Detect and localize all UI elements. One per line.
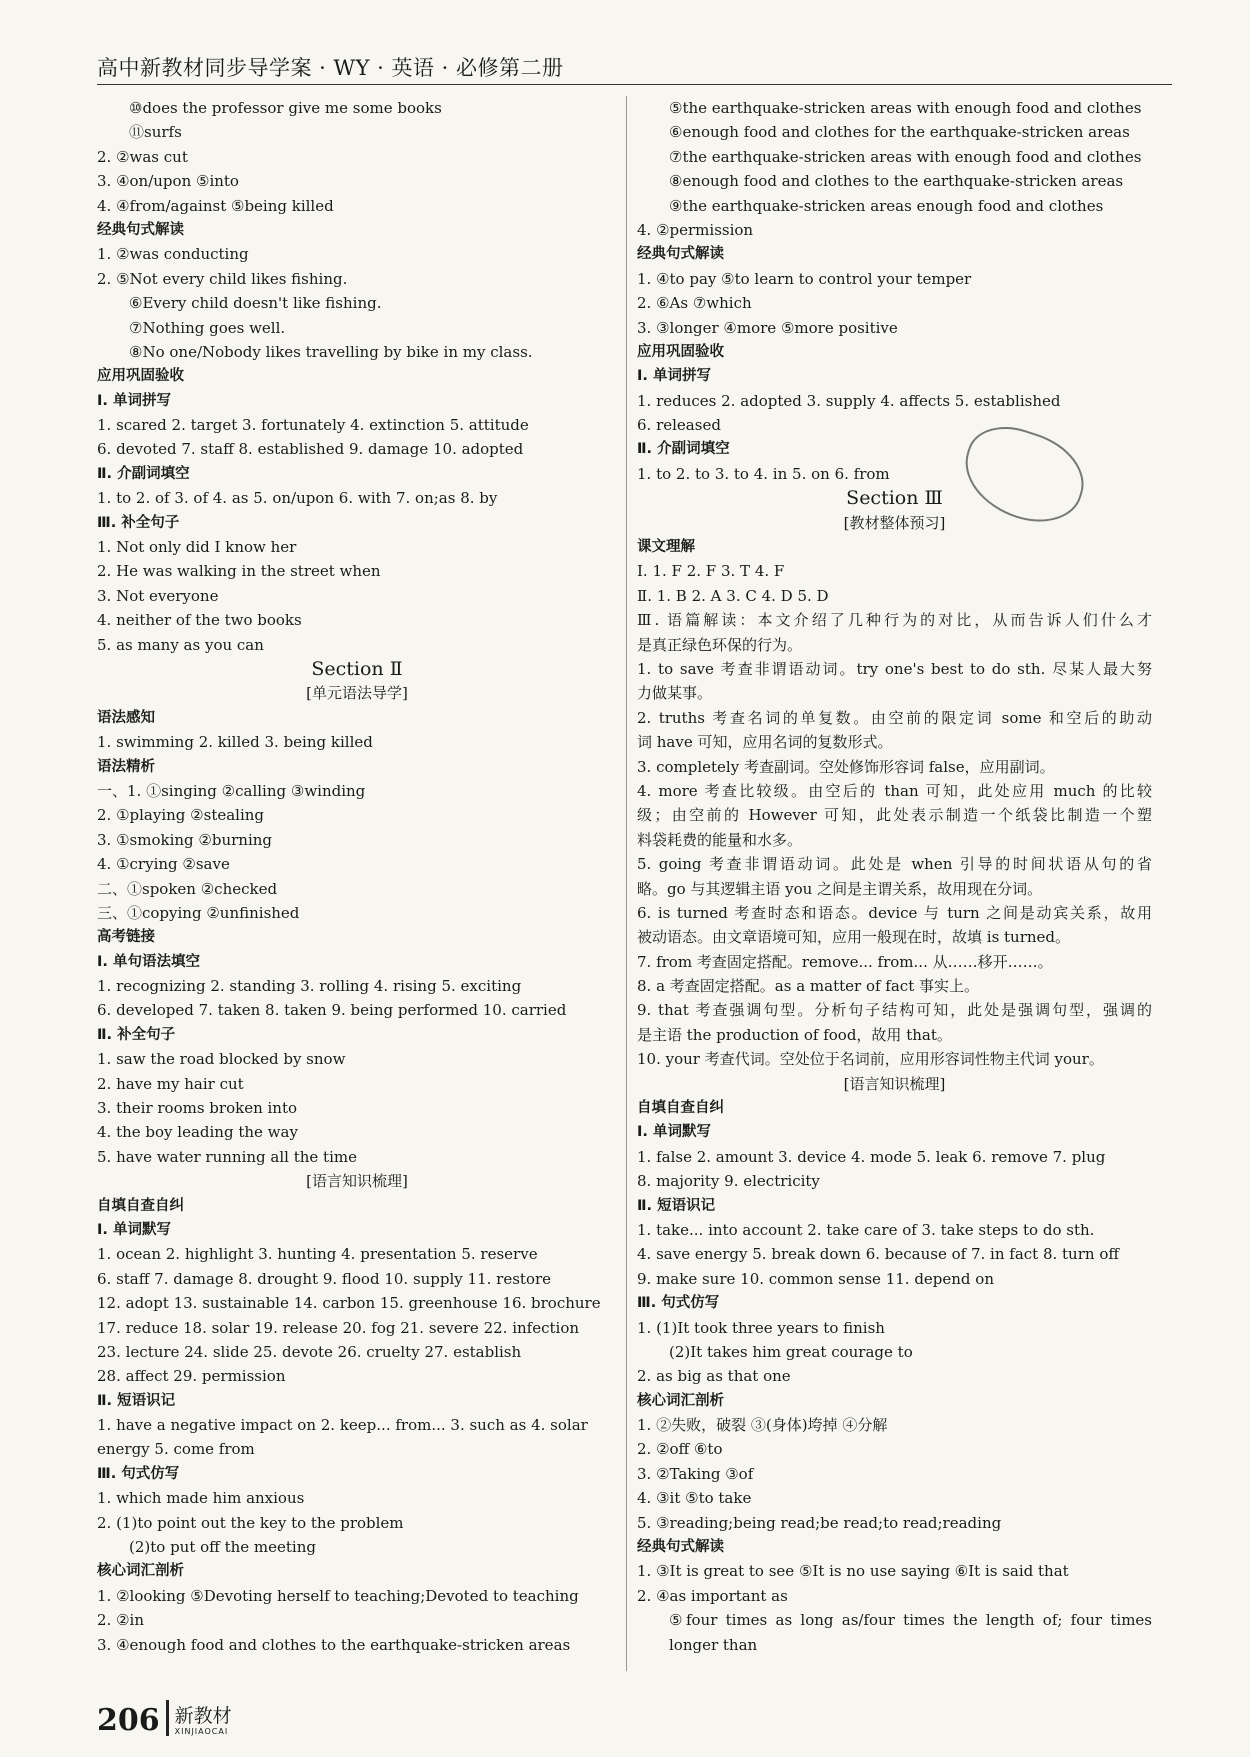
- right-line: longer than: [669, 1635, 758, 1654]
- right-line: Ⅰ. 单词默写: [637, 1124, 711, 1141]
- page-number: 206: [97, 1703, 160, 1738]
- left-line: 28. affect 29. permission: [97, 1367, 286, 1386]
- left-line: 自填自查自纠: [97, 1197, 184, 1214]
- left-line: energy 5. come from: [97, 1440, 255, 1459]
- right-line: 6. released: [637, 416, 721, 435]
- left-line: 2. ②in: [97, 1611, 144, 1630]
- right-line: 7. from 考查固定搭配。remove... from... 从……移开……。: [637, 952, 1053, 971]
- running-header: 高中新教材同步导学案 · WY · 英语 · 必修第二册: [97, 56, 564, 80]
- left-line: 4. ①crying ②save: [97, 855, 230, 874]
- left-line: 2. ⑤Not every child likes fishing.: [97, 269, 348, 288]
- left-line: 17. reduce 18. solar 19. release 20. fog 21. severe 22. infection: [97, 1318, 580, 1337]
- left-line: ⑩does the professor give me some books: [129, 99, 442, 117]
- left-line: Ⅱ. 短语识记: [97, 1392, 176, 1409]
- right-line: 2. ②off ⑥to: [637, 1440, 723, 1459]
- page-footer: [97, 1700, 232, 1736]
- left-line: Ⅲ. 补全句子: [97, 514, 180, 531]
- right-line: 力做某事。: [637, 684, 713, 703]
- right-line: 1. ②失败，破裂 ③(身体)垮掉 ④分解: [637, 1416, 888, 1435]
- right-line: 经典句式解读: [637, 1539, 724, 1556]
- left-column: [97, 96, 617, 1657]
- left-line: 2. have my hair cut: [97, 1074, 244, 1093]
- right-line: Ⅱ. 短语识记: [637, 1197, 716, 1214]
- right-line: ⑨the earthquake-stricken areas enough food and clothes: [669, 196, 1104, 215]
- right-line: 2. ⑥As ⑦which: [637, 294, 752, 313]
- right-line: 1. take... into account 2. take care of 3. take steps to do sth.: [637, 1220, 1095, 1239]
- left-line: Ⅰ. 单词拼写: [97, 392, 171, 409]
- right-line: Ⅲ. 语篇解读：本文介绍了几种行为的对比，从而告诉人们什么才: [637, 611, 1152, 630]
- left-line: 2. ①playing ②stealing: [97, 806, 265, 825]
- right-line: 级；由空前的 However 可知，此处表示制造一个纸袋比制造一个塑: [637, 806, 1152, 825]
- left-line: 语法感知: [97, 709, 155, 726]
- right-line: 4. more 考查比较级。由空后的 than 可知，此处应用 much 的比较: [637, 781, 1152, 800]
- right-line: 是主语 the production of food，故用 that。: [637, 1025, 952, 1044]
- left-line: 3. ①smoking ②burning: [97, 830, 272, 849]
- left-line: 1. ②looking ⑤Devoting herself to teaching;Devoted to teaching: [97, 1586, 579, 1605]
- right-line: 核心词汇剖析: [637, 1392, 724, 1409]
- left-line: 3. their rooms broken into: [97, 1099, 298, 1118]
- right-line: Ⅰ. 1. F 2. F 3. T 4. F: [637, 562, 785, 581]
- left-line: 三、①copying ②unfinished: [97, 903, 300, 922]
- right-line: (2)It takes him great courage to: [669, 1342, 913, 1361]
- right-line: [教材整体预习]: [843, 513, 946, 532]
- left-line: 1. ocean 2. highlight 3. hunting 4. presentation 5. reserve: [97, 1245, 538, 1264]
- left-line: 1. which made him anxious: [97, 1489, 305, 1508]
- right-line: 课文理解: [637, 539, 695, 556]
- left-line: ⑥Every child doesn't like fishing.: [129, 294, 382, 313]
- right-line: ⑧enough food and clothes to the earthquake-stricken areas: [669, 172, 1124, 191]
- right-line: 1. to 2. to 3. to 4. in 5. on 6. from: [637, 464, 890, 483]
- right-line: 9. that 考查强调句型。分析句子结构可知，此处是强调句型，强调的: [637, 1001, 1152, 1020]
- right-column: [637, 96, 1152, 1657]
- right-line: 9. make sure 10. common sense 11. depend on: [637, 1269, 994, 1288]
- left-line: Ⅰ. 单词默写: [97, 1221, 171, 1238]
- left-line: 2. He was walking in the street when: [97, 562, 381, 581]
- brand-pinyin: XINJIAOCAI: [174, 1727, 229, 1736]
- right-line: ⑤the earthquake-stricken areas with enough food and clothes: [669, 99, 1142, 117]
- left-line: ⑦Nothing goes well.: [129, 318, 286, 337]
- left-line: 6. developed 7. taken 8. taken 9. being performed 10. carried: [97, 1001, 567, 1020]
- left-line: 1. Not only did I know her: [97, 538, 297, 557]
- right-line: 4. save energy 5. break down 6. because of 7. in fact 8. turn off: [637, 1245, 1120, 1264]
- right-line: 被动语态。由文章语境可知，应用一般现在时，故填 is turned。: [637, 928, 1071, 947]
- left-line: Ⅱ. 介副词填空: [97, 465, 190, 482]
- right-line: ⑤four times as long as/four times the length of; four times: [669, 1611, 1152, 1630]
- left-line: 高考链接: [97, 929, 155, 946]
- left-line: 3. Not everyone: [97, 586, 219, 605]
- left-line: 1. have a negative impact on 2. keep... from... 3. such as 4. solar: [97, 1416, 588, 1435]
- right-line: 8. a 考查固定搭配。as a matter of fact 事实上。: [637, 977, 979, 996]
- right-line: 4. ③it ⑤to take: [637, 1489, 752, 1508]
- left-line: 1. ②was conducting: [97, 245, 249, 264]
- column-divider: [626, 96, 627, 1671]
- right-line: 词 have 可知，应用名词的复数形式。: [637, 733, 893, 752]
- left-line: (2)to put off the meeting: [129, 1538, 316, 1557]
- right-line: 2. ④as important as: [637, 1586, 788, 1605]
- right-line: Ⅱ. 1. B 2. A 3. C 4. D 5. D: [637, 586, 829, 605]
- left-line: 应用巩固验收: [97, 368, 184, 385]
- header-rule: [97, 84, 1172, 85]
- right-line: 3. ②Taking ③of: [637, 1464, 754, 1483]
- left-line: 1. scared 2. target 3. fortunately 4. extinction 5. attitude: [97, 416, 529, 435]
- right-line: ⑦the earthquake-stricken areas with enough food and clothes: [669, 147, 1142, 166]
- brand-name: 新教材: [174, 1705, 232, 1727]
- left-line: Ⅲ. 句式仿写: [97, 1465, 180, 1482]
- right-line: 1. to save 考查非谓语动词。try one's best to do sth. 尽某人最大努: [637, 659, 1152, 678]
- right-line: 2. as big as that one: [637, 1367, 791, 1386]
- right-line: 3. ③longer ④more ⑤more positive: [637, 318, 898, 337]
- left-line: 3. ④enough food and clothes to the earthquake-stricken areas: [97, 1635, 571, 1654]
- right-line: 自填自查自纠: [637, 1100, 724, 1117]
- left-line: 4. the boy leading the way: [97, 1123, 298, 1142]
- right-line: 5. going 考查非谓语动词。此处是 when 引导的时间状语从句的省: [637, 855, 1152, 874]
- left-line: 23. lecture 24. slide 25. devote 26. cruelty 27. establish: [97, 1342, 522, 1361]
- left-line: 3. ④on/upon ⑤into: [97, 172, 239, 191]
- right-line: Ⅱ. 介副词填空: [637, 441, 730, 458]
- left-line: 4. ④from/against ⑤being killed: [97, 196, 334, 215]
- right-line: 略。go 与其逻辑主语 you 之间是主谓关系，故用现在分词。: [637, 879, 1043, 898]
- right-line: Section Ⅲ: [846, 487, 943, 510]
- left-line: 12. adopt 13. sustainable 14. carbon 15. greenhouse 16. brochure: [97, 1294, 601, 1313]
- left-line: 一、1. ①singing ②calling ③winding: [97, 781, 366, 800]
- right-line: ⑥enough food and clothes for the earthquake-stricken areas: [669, 123, 1130, 142]
- right-line: 6. is turned 考查时态和语态。device 与 turn 之间是动宾关系，故用: [637, 903, 1152, 922]
- right-line: 1. ④to pay ⑤to learn to control your temper: [637, 269, 972, 288]
- right-line: Ⅰ. 单词拼写: [637, 368, 711, 385]
- left-line: 2. (1)to point out the key to the problem: [97, 1513, 404, 1532]
- right-line: 1. false 2. amount 3. device 4. mode 5. leak 6. remove 7. plug: [637, 1147, 1106, 1166]
- left-line: 1. saw the road blocked by snow: [97, 1050, 346, 1069]
- right-line: 是真正绿色环保的行为。: [637, 635, 803, 654]
- right-line: 3. completely 考查副词。空处修饰形容词 false，应用副词。: [637, 757, 1055, 776]
- right-line: 8. majority 9. electricity: [637, 1172, 820, 1191]
- left-line: Ⅰ. 单句语法填空: [97, 953, 200, 970]
- left-line: ⑪surfs: [129, 123, 182, 142]
- right-line: 2. truths 考查名词的单复数。由空前的限定词 some 和空后的助动: [637, 708, 1152, 727]
- right-line: Ⅲ. 句式仿写: [637, 1295, 720, 1312]
- left-line: 1. swimming 2. killed 3. being killed: [97, 733, 373, 752]
- right-line: 1. (1)It took three years to finish: [637, 1318, 885, 1337]
- brand-block: [175, 1705, 232, 1736]
- left-line: 5. have water running all the time: [97, 1147, 357, 1166]
- left-line: 语法精析: [97, 758, 155, 775]
- left-line: [单元语法导学]: [306, 684, 408, 703]
- left-line: 6. devoted 7. staff 8. established 9. damage 10. adopted: [97, 440, 524, 459]
- right-line: 经典句式解读: [637, 246, 724, 263]
- left-line: 1. recognizing 2. standing 3. rolling 4. rising 5. exciting: [97, 977, 522, 996]
- left-line: 1. to 2. of 3. of 4. as 5. on/upon 6. with 7. on;as 8. by: [97, 489, 498, 508]
- left-line: 2. ②was cut: [97, 147, 188, 166]
- left-line: [语言知识梳理]: [306, 1172, 408, 1191]
- right-line: 4. ②permission: [637, 220, 754, 239]
- left-line: 经典句式解读: [97, 221, 184, 238]
- right-line: 应用巩固验收: [637, 343, 724, 360]
- left-line: Ⅱ. 补全句子: [97, 1026, 176, 1043]
- left-line: 4. neither of the two books: [97, 611, 302, 630]
- right-line: 5. ③reading;being read;be read;to read;reading: [637, 1513, 1002, 1532]
- left-line: 二、①spoken ②checked: [97, 879, 278, 898]
- right-line: 1. ③It is great to see ⑤It is no use saying ⑥It is said that: [637, 1562, 1069, 1581]
- left-line: 5. as many as you can: [97, 635, 264, 654]
- right-line: 10. your 考查代词。空处位于名词前，应用形容词性物主代词 your。: [637, 1050, 1104, 1069]
- left-line: Section Ⅱ: [311, 657, 403, 680]
- left-line: ⑧No one/Nobody likes travelling by bike in my class.: [129, 342, 533, 361]
- right-line: [语言知识梳理]: [843, 1074, 946, 1093]
- footer-bar: [166, 1700, 169, 1736]
- right-line: 料袋耗费的能量和水多。: [637, 830, 803, 849]
- right-line: 1. reduces 2. adopted 3. supply 4. affects 5. established: [637, 391, 1061, 410]
- left-line: 核心词汇剖析: [97, 1563, 184, 1580]
- left-line: 6. staff 7. damage 8. drought 9. flood 10. supply 11. restore: [97, 1269, 552, 1288]
